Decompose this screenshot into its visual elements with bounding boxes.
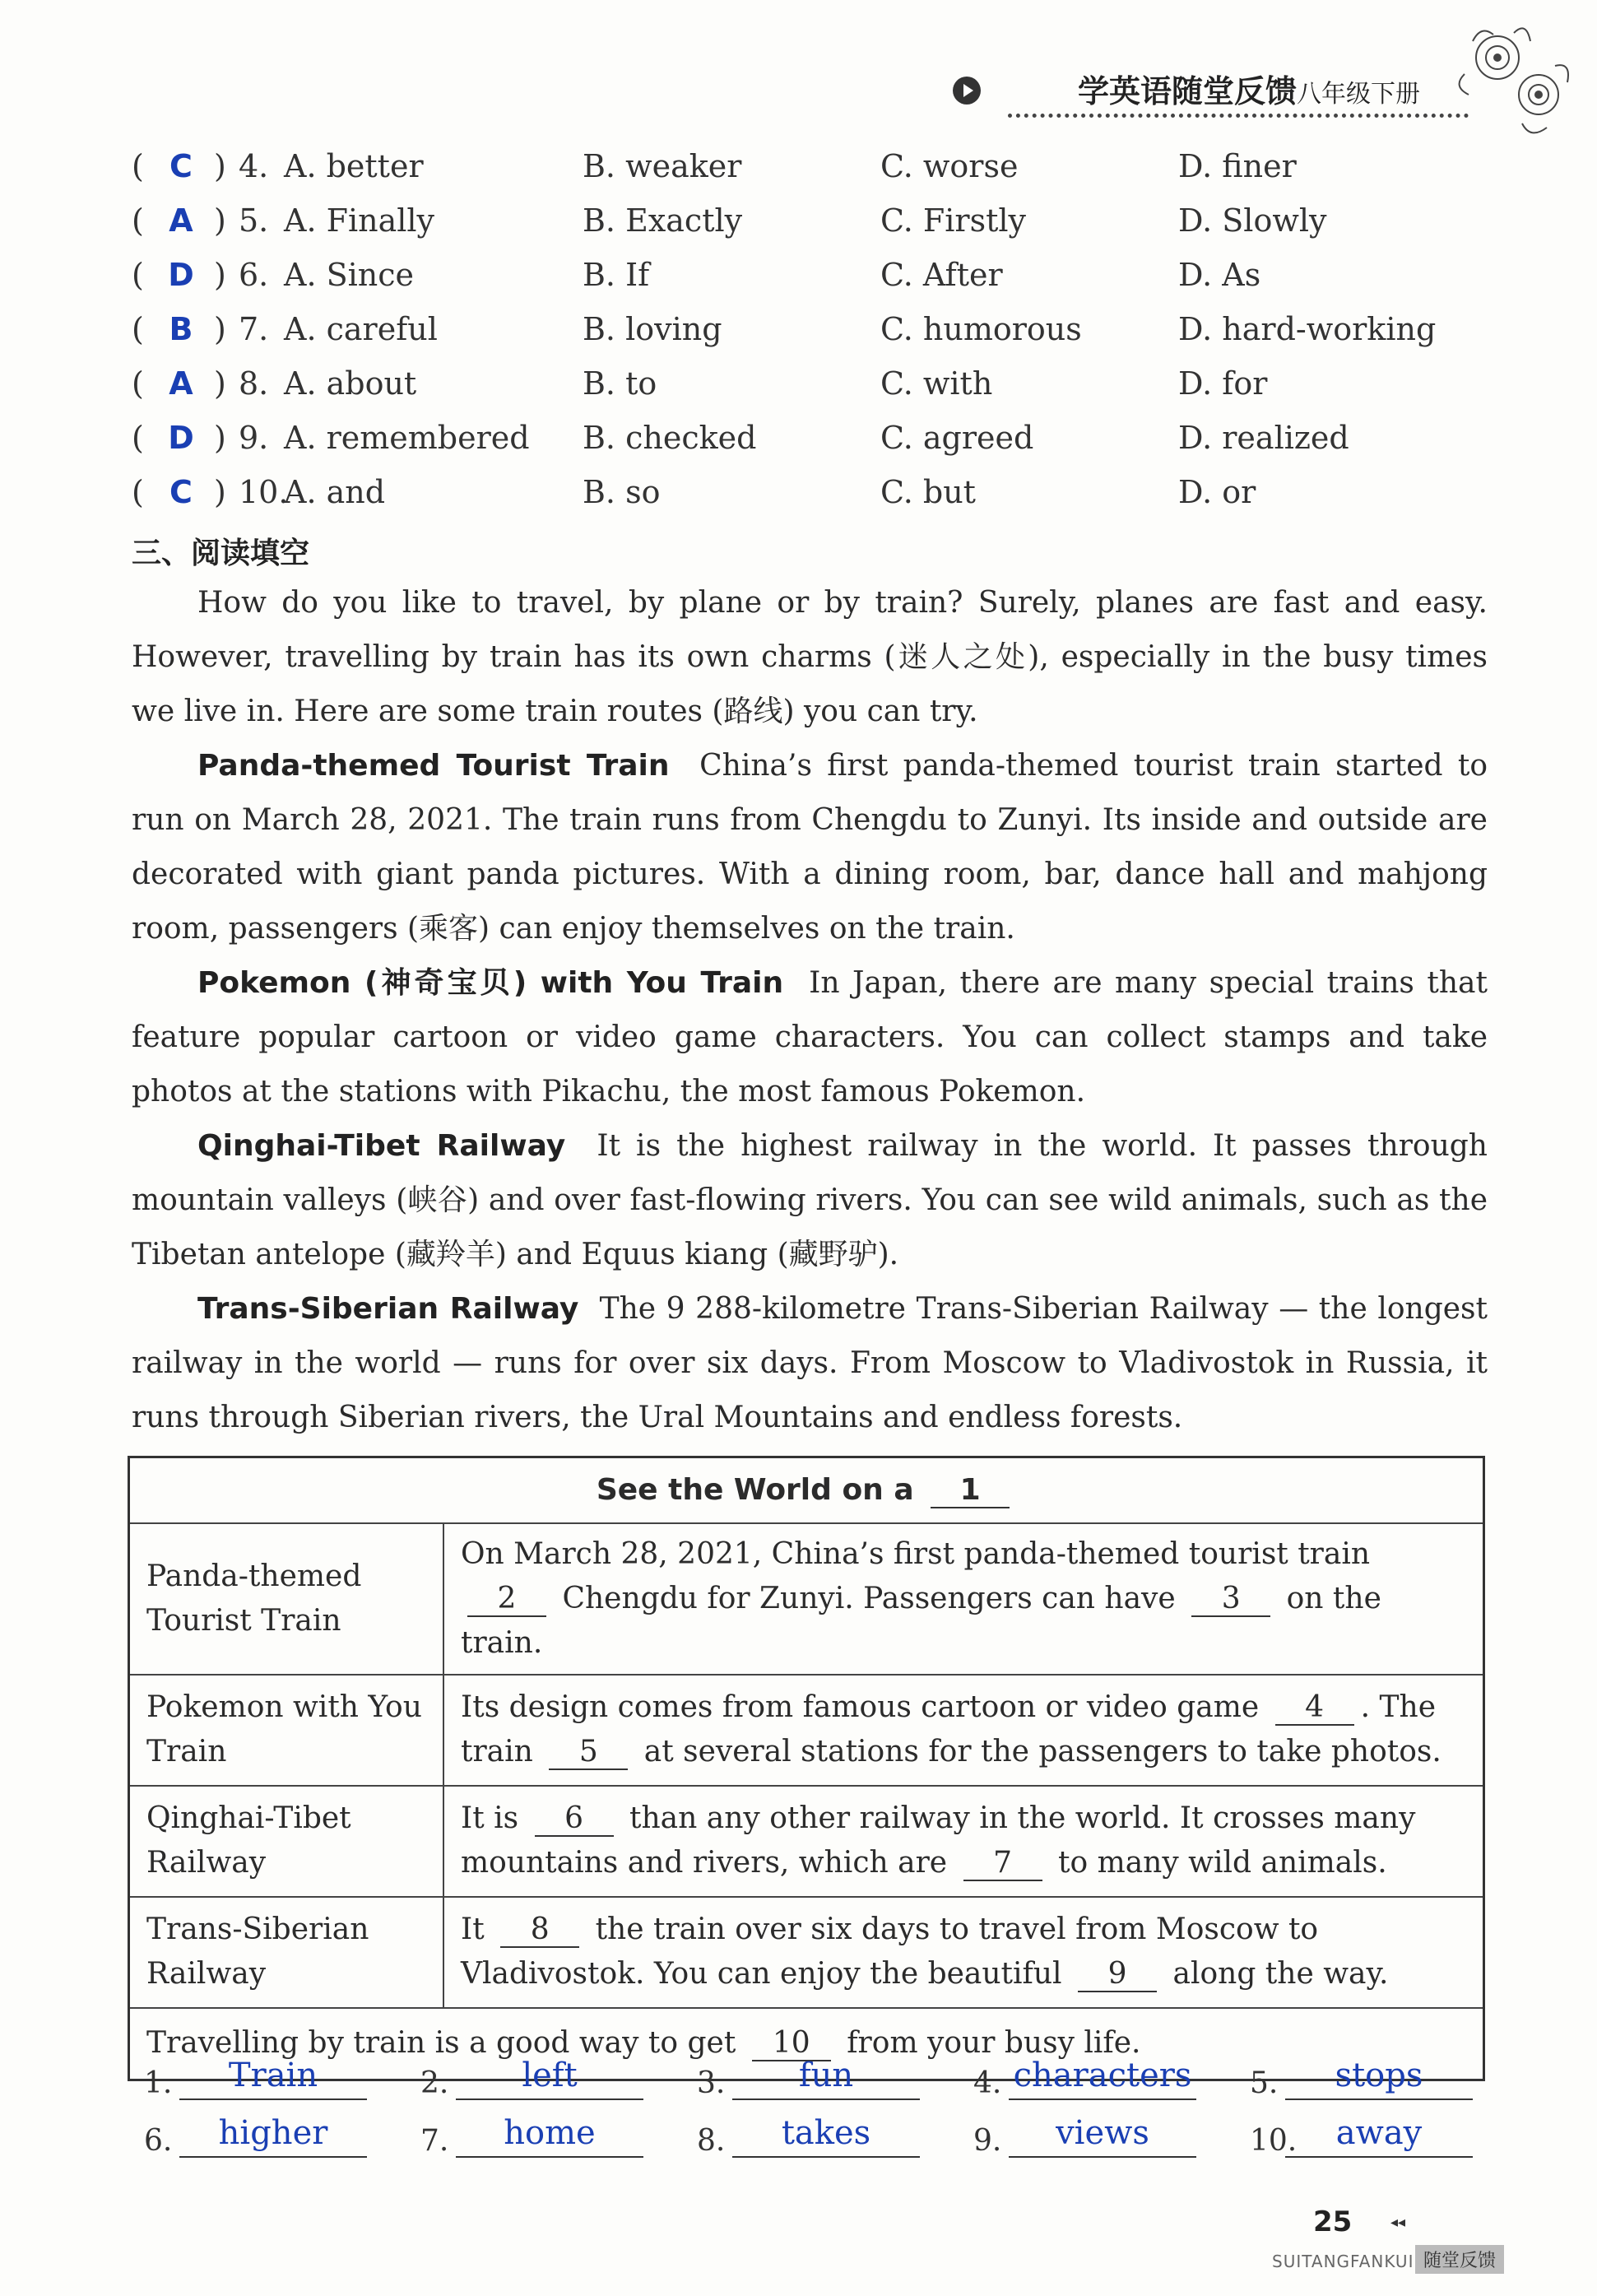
answer-value: views — [1009, 2110, 1196, 2158]
answer-row — [132, 2105, 1489, 2163]
blank: 7 — [963, 1847, 1042, 1881]
answer-value: away — [1285, 2110, 1473, 2158]
mcq-answer: D — [168, 420, 194, 456]
answer-value: stops — [1285, 2052, 1473, 2100]
mcq-answer: C — [169, 474, 193, 510]
blank: 6 — [535, 1802, 614, 1837]
answer-value: takes — [732, 2110, 920, 2158]
play-icon — [953, 77, 981, 105]
table-row-label: Trans-Siberian Railway — [129, 1897, 444, 2008]
blank: 2 — [467, 1583, 546, 1617]
mcq-row: ( A ) 5. A. Finally B. Exactly C. Firstly D. Slowly — [132, 202, 1327, 239]
blank: 10 — [752, 2027, 831, 2061]
book-title: 学英语随堂反馈八年级下册 — [1078, 73, 1421, 109]
answer-value: home — [456, 2110, 643, 2158]
route-paragraph: Pokemon (神奇宝贝) with You Train In Japan, there are many special trains that feature popular cartoon or video game characters. You can collect stamps and take photos at the stations with Pikachu, the most famous Pokemon. — [132, 966, 1488, 1108]
answer-value: left — [456, 2052, 643, 2100]
blank: 1 — [931, 1474, 1010, 1508]
answer-item: 1. Train — [132, 2047, 403, 2105]
answer-item: 5. stops — [1237, 2047, 1509, 2105]
route-title: Pokemon (神奇宝贝) with You Train — [197, 966, 784, 1000]
answer-value: Train — [179, 2052, 367, 2100]
mcq-row: ( C ) 4. A. better B. weaker C. worse D. finer — [132, 148, 1297, 184]
header-dotted-line — [1008, 114, 1469, 118]
blank: 4 — [1275, 1691, 1354, 1726]
back-arrows-icon: ◂◂ — [1390, 2214, 1406, 2231]
table-row-label: Panda-themed Tourist Train — [129, 1523, 444, 1675]
table-row-label: Qinghai-Tibet Railway — [129, 1786, 444, 1897]
answer-row — [132, 2047, 1489, 2105]
answer-value: fun — [732, 2052, 920, 2100]
route-title: Panda-themed Tourist Train — [197, 749, 670, 783]
answer-value: characters — [1009, 2052, 1196, 2100]
answer-item: 4. characters — [961, 2047, 1233, 2105]
mcq-answer: D — [168, 257, 194, 293]
table-row-label: Pokemon with You Train — [129, 1675, 444, 1786]
table-title: See the World on a 1 — [129, 1457, 1484, 1523]
footer-brand: SUITANGFANKUI — [1272, 2252, 1414, 2271]
summary-table — [128, 1456, 1485, 2081]
answer-item: 2. left — [408, 2047, 680, 2105]
answer-item: 8. takes — [685, 2105, 956, 2163]
route-title: Trans-Siberian Railway — [197, 1292, 579, 1326]
section-title: 三、阅读填空 — [132, 537, 310, 570]
blank: 8 — [500, 1913, 579, 1948]
answer-value: higher — [179, 2110, 367, 2158]
blank: 3 — [1191, 1583, 1270, 1617]
table-row-text: Its design comes from famous cartoon or video game 4 . The train 5 at several stations for the passengers to take photos. — [443, 1675, 1484, 1786]
route-paragraph: Panda-themed Tourist Train China’s first panda-themed tourist train started to run on March 28, 2021. The train runs from Chengdu to Zunyi. Its inside and outside are decorated with giant panda pictures. With a dining room, bar, dance hall and mahjong room, passengers (乘客) can enjoy themselves on the train. — [132, 749, 1488, 946]
route-paragraph: Qinghai-Tibet Railway It is the highest railway in the world. It passes through mountain valleys (峡谷) and over fast-flowing rivers. You can see wild animals, such as the Tibetan antelope (藏羚羊) and Equus kiang (藏野驴). — [132, 1129, 1488, 1271]
footer-tag: 随堂反馈 — [1415, 2245, 1504, 2274]
route-paragraph: Trans-Siberian Railway The 9 288-kilometre Trans-Siberian Railway — the longest railway in the world — runs for over six days. From Moscow to Vladivostok in Russia, it runs through Siberian rivers, the Ural Mountains and endless forests. — [132, 1292, 1488, 1434]
answer-item: 6. higher — [132, 2105, 403, 2163]
mcq-row: ( D ) 6. A. Since B. If C. After D. As — [132, 257, 1261, 293]
route-title: Qinghai-Tibet Railway — [197, 1129, 566, 1163]
mcq-answer: C — [169, 148, 193, 184]
answer-item: 10. away — [1237, 2105, 1509, 2163]
mcq-answer: B — [169, 311, 193, 347]
mcq-row: ( A ) 8. A. about B. to C. with D. for — [132, 365, 1268, 402]
table-row-text: It is 6 than any other railway in the world. It crosses many mountains and rivers, which are 7 to many wild animals. — [443, 1786, 1484, 1897]
mcq-row: ( D ) 9. A. remembered B. checked C. agreed D. realized — [132, 420, 1349, 456]
answer-item: 7. home — [408, 2105, 680, 2163]
mcq-row: ( C ) 10. A. and B. so C. but D. or — [132, 474, 1256, 510]
blank: 5 — [549, 1736, 628, 1770]
mcq-row: ( B ) 7. A. careful B. loving C. humorous D. hard-working — [132, 311, 1437, 347]
flower-decoration-icon — [1448, 16, 1580, 148]
table-row-text: It 8 the train over six days to travel from Moscow to Vladivostok. You can enjoy the beautiful 9 along the way. — [443, 1897, 1484, 2008]
answer-item: 3. fun — [685, 2047, 956, 2105]
page-number: 25 — [1313, 2205, 1353, 2238]
table-row-text: On March 28, 2021, China’s first panda-themed tourist train 2 Chengdu for Zunyi. Passengers can have 3 on the train. — [443, 1523, 1484, 1675]
blank: 9 — [1078, 1958, 1157, 1992]
mcq-answer: A — [169, 202, 193, 239]
mcq-answer: A — [169, 365, 193, 402]
intro-paragraph: How do you like to travel, by plane or by train? Surely, planes are fast and easy. However, travelling by train has its own charms (迷人之处), especially in the busy times we live in. Here are some train routes (路线) you can try. — [132, 586, 1488, 728]
answer-item: 9. views — [961, 2105, 1233, 2163]
table-footer: Travelling by train is a good way to get 10 from your busy life. — [129, 2008, 1484, 2080]
